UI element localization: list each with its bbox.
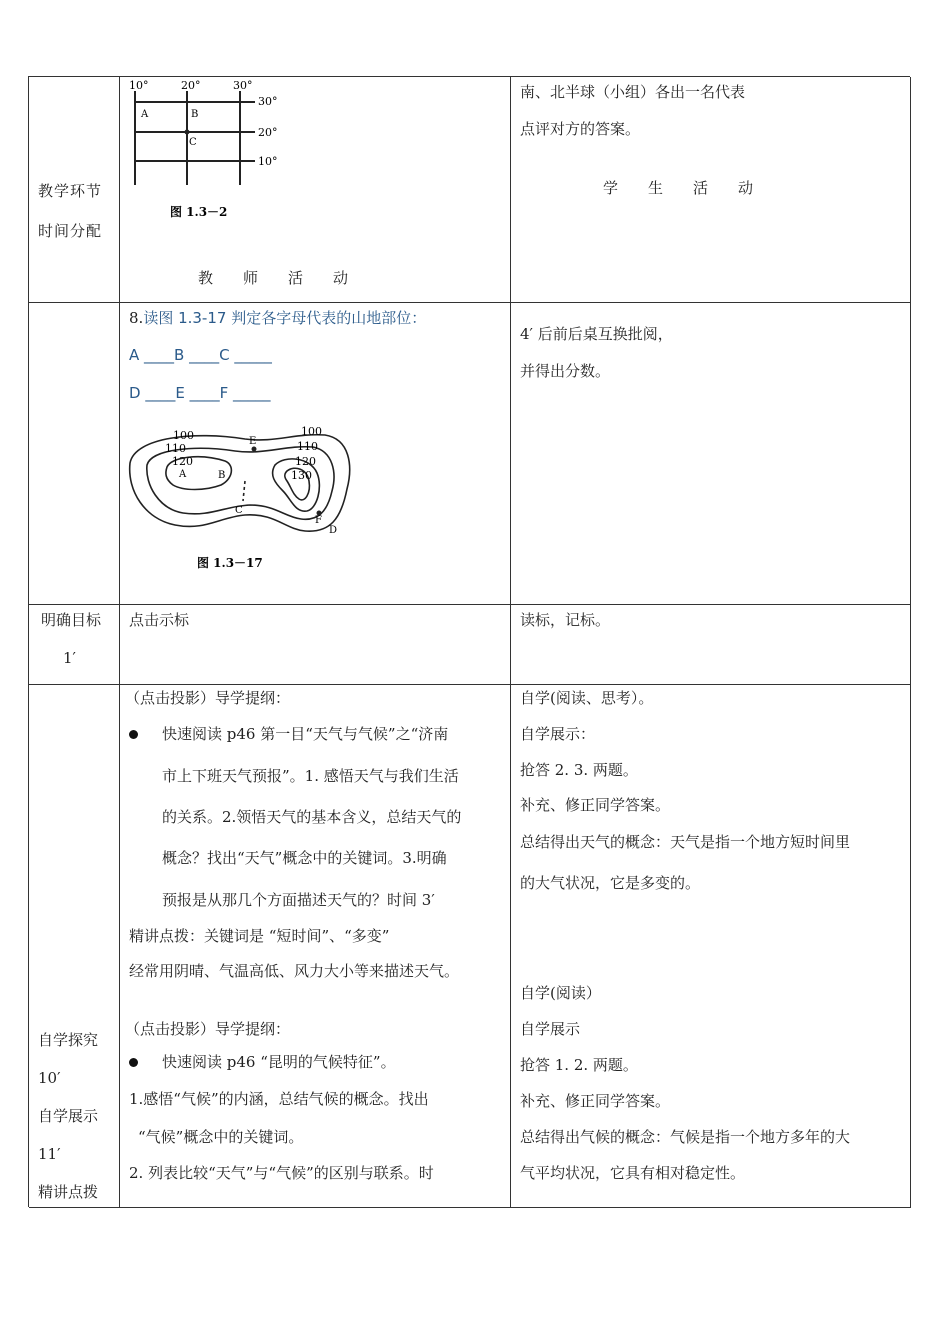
teacher-activity-heading: 教 师 活 动 — [198, 269, 349, 287]
point-f-label: F — [315, 515, 322, 526]
student-text: 自学(阅读、思考）。 — [520, 689, 654, 707]
lesson-plan-table — [28, 76, 910, 1207]
row4-student-cell — [511, 685, 911, 1208]
point-b-label: B — [218, 470, 226, 481]
guide-text: 市上下班天气预报”。1. 感悟天气与我们生活 — [162, 767, 459, 785]
student-text: 点评对方的答案。 — [520, 120, 641, 138]
point-d-label: D — [329, 525, 338, 536]
point-c-label: C — [235, 505, 243, 516]
point-c-label: C — [189, 137, 197, 148]
student-activity-heading: 学 生 活 动 — [603, 179, 754, 197]
contour-label: 100 — [173, 429, 194, 442]
bullet-icon — [129, 1058, 138, 1067]
contour-label: 130 — [291, 469, 312, 482]
row2-left-cell — [29, 303, 120, 605]
row3-left-cell — [29, 605, 120, 685]
point-e-marker — [252, 447, 257, 452]
contour-label: 100 — [301, 425, 322, 438]
student-text: 并得出分数。 — [520, 362, 611, 380]
guide-heading: （点击投影）导学提纲： — [125, 689, 291, 707]
guide-text: 1.感悟“气候”的内涵，总结气候的概念。找出 — [129, 1090, 429, 1108]
grid-top-label: 20° — [181, 79, 201, 92]
grid-top-label: 10° — [129, 79, 149, 92]
section-label: 自学探究 — [38, 1031, 99, 1049]
guide-text: 精讲点拨：关键词是 “短时间”、“多变” — [129, 927, 390, 945]
guide-heading: （点击投影）导学提纲： — [125, 1020, 291, 1038]
student-text: 自学展示： — [520, 725, 596, 743]
row3-student-cell — [511, 605, 911, 685]
student-text: 气平均状况，它具有相对稳定性。 — [520, 1164, 746, 1182]
section-time: 1′ — [63, 649, 76, 667]
section-label: 时间分配 — [38, 222, 103, 240]
guide-text: 2. 列表比较“天气”与“气候”的区别与联系。时 — [129, 1164, 434, 1182]
contour-label: 110 — [297, 440, 318, 453]
row1-teacher-cell — [120, 77, 511, 303]
row1-left-cell — [29, 77, 120, 303]
point-a-label: A — [141, 109, 149, 120]
student-text: 抢答 1. 2. 两题。 — [520, 1056, 638, 1074]
contour-label: 120 — [172, 455, 193, 468]
guide-text: “气候”概念中的关键词。 — [138, 1128, 304, 1146]
guide-text: 经常用阴晴、气温高低、风力大小等来描述天气。 — [129, 962, 460, 980]
row4-teacher-cell — [120, 685, 511, 1208]
student-text: 读标，记标。 — [520, 611, 611, 629]
student-text: 自学展示 — [520, 1020, 581, 1038]
question-text: 读图 1.3-17 判定各字母代表的山地部位： — [143, 309, 427, 327]
figure-caption: 图 1.3－17 — [197, 556, 263, 570]
student-text: 南、北半球（小组）各出一名代表 — [520, 83, 746, 101]
section-time: 11′ — [38, 1145, 61, 1163]
point-a-label: A — [179, 469, 187, 480]
grid-right-label: 30° — [258, 95, 278, 108]
guide-text: 快速阅读 p46 第一目“天气与气候”之“济南 — [162, 725, 449, 743]
guide-text: 快速阅读 p46 “昆明的气候特征”。 — [162, 1053, 396, 1071]
grid-right-label: 20° — [258, 126, 278, 139]
question-line — [129, 307, 426, 328]
grid-right-label: 10° — [258, 155, 278, 168]
contour-label: 110 — [165, 442, 186, 455]
answer-blanks-2: D ____E ____F _____ — [129, 384, 271, 402]
point-b-label: B — [191, 109, 199, 120]
student-text: 补充、修正同学答案。 — [520, 796, 671, 814]
row1-student-cell — [511, 77, 911, 303]
section-time: 10′ — [38, 1069, 61, 1087]
guide-text: 概念？找出“天气”概念中的关键词。3.明确 — [162, 849, 447, 867]
grid-top-label: 30° — [233, 79, 253, 92]
student-text: 总结得出气候的概念：气候是指一个地方多年的大 — [520, 1128, 851, 1146]
point-e-label: E — [249, 436, 257, 447]
row2-teacher-cell — [120, 303, 511, 605]
guide-text: 的关系。2.领悟天气的基本含义，总结天气的 — [162, 808, 462, 826]
section-label: 教学环节 — [38, 182, 103, 200]
row3-teacher-cell — [120, 605, 511, 685]
question-number: 8. — [129, 309, 144, 327]
student-text: 总结得出天气的概念：天气是指一个地方短时间里 — [520, 833, 851, 851]
latitude-longitude-grid-figure — [125, 77, 305, 227]
row4-left-cell — [29, 685, 120, 1208]
student-text: 补充、修正同学答案。 — [520, 1092, 671, 1110]
section-label: 明确目标 — [41, 611, 102, 629]
contour-map-figure — [125, 421, 365, 581]
student-text: 自学(阅读） — [520, 984, 601, 1002]
answer-blanks-1: A ____B ____C _____ — [129, 346, 272, 364]
student-text: 4′ 后前后桌互换批阅， — [520, 325, 673, 343]
figure-caption: 图 1.3－2 — [170, 205, 228, 219]
row2-student-cell — [511, 303, 911, 605]
point-b-marker — [185, 130, 190, 135]
student-text: 抢答 2. 3. 两题。 — [520, 761, 638, 779]
guide-text: 预报是从那几个方面描述天气的？时间 3′ — [162, 891, 435, 909]
student-text: 的大气状况，它是多变的。 — [520, 874, 701, 892]
bullet-icon — [129, 730, 138, 739]
teacher-text: 点击示标 — [129, 611, 190, 629]
contour-label: 120 — [295, 455, 316, 468]
section-label: 精讲点拨 — [38, 1183, 99, 1201]
section-label: 自学展示 — [38, 1107, 99, 1125]
